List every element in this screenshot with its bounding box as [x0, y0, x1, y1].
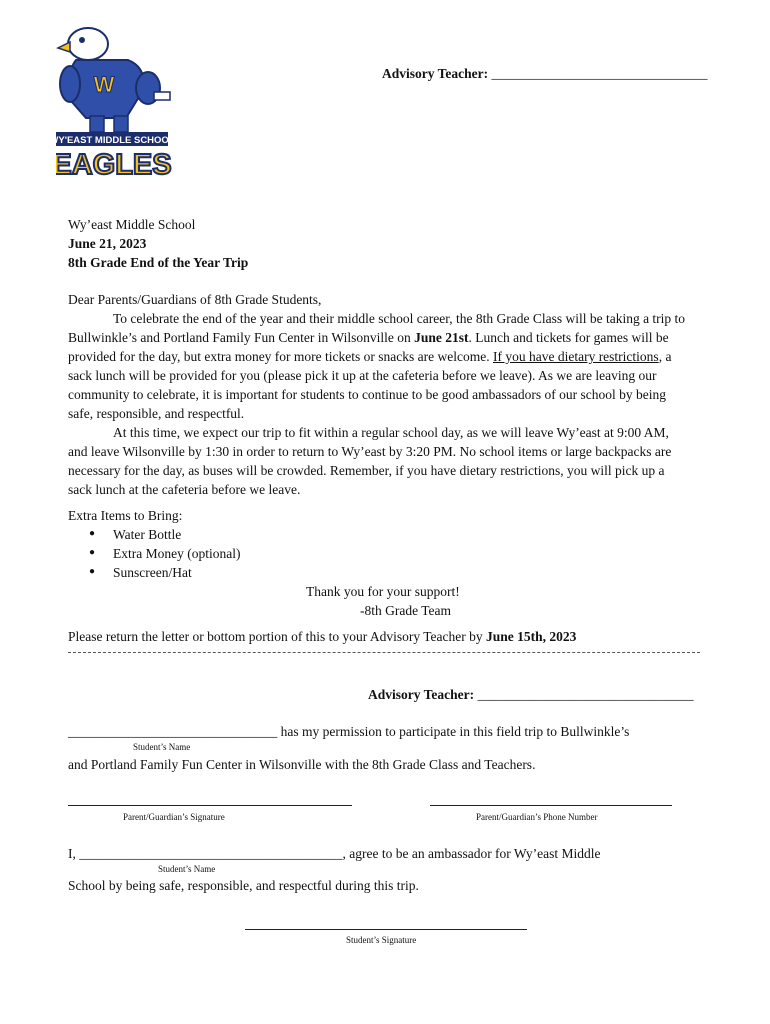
school-name: Wy’east Middle School	[68, 217, 196, 232]
bullet-icon: ●	[89, 566, 96, 577]
thank-you-text: Thank you for your support!	[306, 584, 460, 599]
ambassador-student-name-field[interactable]: _______________________________________	[79, 846, 343, 861]
student-name-caption: Student’s Name	[133, 742, 191, 752]
paragraph-2-line-3: necessary for the day, as buses will be crowded. Remember, if you have dietary restrictions, you will pick up a	[68, 463, 665, 478]
text-span: has my permission to participate in this field trip to Bullwinkle’s	[277, 724, 630, 739]
ambassador-line-2: School by being safe, responsible, and respectful during this trip.	[68, 878, 419, 893]
advisory-label-text: Advisory Teacher:	[382, 66, 489, 81]
paragraph-1-line-2	[68, 328, 669, 347]
ambassador-line	[68, 844, 600, 863]
advisory-teacher-label	[382, 64, 708, 83]
advisory-teacher-field[interactable]: ________________________________	[491, 66, 708, 81]
slip-advisory-teacher-label	[368, 685, 694, 704]
paragraph-1-line-3	[68, 347, 671, 366]
list-item: Extra Money (optional)	[113, 546, 241, 561]
paragraph-2-line-1: At this time, we expect our trip to fit within a regular school day, as we will leave Wy’east at 9:00 AM,	[113, 425, 669, 440]
return-deadline-bold: June 15th, 2023	[485, 629, 577, 644]
parent-signature-field[interactable]	[68, 805, 352, 806]
permission-line-2: and Portland Family Fun Center in Wilsonville with the 8th Grade Class and Teachers.	[68, 757, 536, 772]
student-signature-caption: Student’s Signature	[346, 935, 417, 945]
letter-subject: 8th Grade End of the Year Trip	[68, 255, 249, 270]
slip-advisory-label-text: Advisory Teacher:	[368, 687, 475, 702]
paragraph-2-line-2: and leave Wilsonville by 1:30 in order to return to Wy’east by 3:20 PM. No school items or large backpacks are	[68, 444, 672, 459]
text-span: Bullwinkle’s and Portland Family Fun Center in Wilsonville on	[68, 330, 415, 345]
slip-advisory-teacher-field[interactable]: ________________________________	[477, 687, 694, 702]
student-name-field[interactable]: _______________________________	[68, 724, 278, 739]
paragraph-1-line-5: community to celebrate, it is important for students to continue to be good ambassadors of our school by being	[68, 387, 667, 402]
paragraph-1-line-1: To celebrate the end of the year and their middle school career, the 8th Grade Class will be taking a trip to	[113, 311, 686, 326]
letter-greeting: Dear Parents/Guardians of 8th Grade Students,	[68, 292, 322, 307]
extra-items-title: Extra Items to Bring:	[68, 508, 183, 523]
text-span: , agree to be an ambassador for Wy’east Middle	[342, 846, 601, 861]
paragraph-1-line-6: safe, responsible, and respectful.	[68, 406, 245, 421]
text-span: , a	[658, 349, 672, 364]
student-signature-field[interactable]	[245, 929, 527, 930]
school-logo	[56, 22, 176, 180]
text-span: Please return the letter or bottom portion of this to your Advisory Teacher by	[68, 629, 486, 644]
bullet-icon: ●	[89, 547, 96, 558]
list-item: Water Bottle	[113, 527, 182, 542]
text-span: provided for the day, but extra money for more tickets or snacks are welcome.	[68, 349, 493, 364]
logo-team-name: EAGLES	[56, 149, 172, 180]
logo-banner-text: WY'EAST MIDDLE SCHOOL	[56, 135, 175, 146]
text-span: . Lunch and tickets for games will be	[468, 330, 669, 345]
parent-signature-caption: Parent/Guardian’s Signature	[123, 812, 225, 822]
paragraph-2-line-4: sack lunch at the cafeteria before we leave.	[68, 482, 301, 497]
signoff-text: -8th Grade Team	[360, 603, 452, 618]
list-item: Sunscreen/Hat	[113, 565, 192, 580]
paragraph-1-line-4: sack lunch will be provided for you (please pick it up at the cafeteria before we leave). As we are leaving our	[68, 368, 657, 383]
dietary-restrictions-underlined: If you have dietary restrictions	[492, 349, 659, 364]
parent-phone-caption: Parent/Guardian’s Phone Number	[476, 812, 598, 822]
letter-date: June 21, 2023	[68, 236, 147, 251]
parent-phone-field[interactable]	[430, 805, 672, 806]
jersey-letter: W	[93, 72, 115, 97]
bullet-icon: ●	[89, 528, 96, 539]
trip-date-bold: June 21st	[414, 330, 469, 345]
ambassador-student-name-caption: Student’s Name	[158, 864, 216, 874]
text-span: I,	[68, 846, 80, 861]
return-instructions	[68, 627, 576, 646]
cut-line-divider	[68, 652, 700, 653]
